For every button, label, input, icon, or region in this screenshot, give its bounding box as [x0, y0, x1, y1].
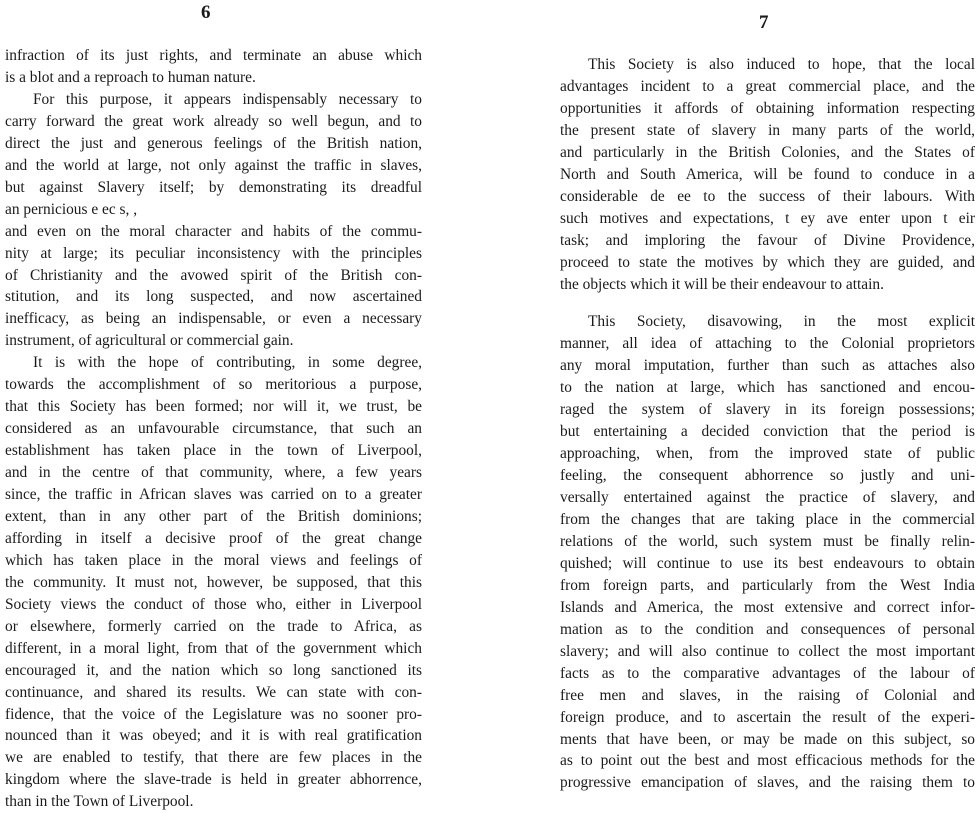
- text-line: establishment has taken place in the town of Liverpool,: [5, 442, 422, 460]
- text-line: carry forward the great work already so well begun, and to: [5, 112, 422, 130]
- text-line: infraction of its just rights, and terminate an abuse which: [5, 47, 422, 64]
- text-line: as to point out the best and most efficacious methods for the: [560, 752, 975, 770]
- text-line: raged the system of slavery in its foreign possessions;: [560, 401, 975, 419]
- text-line: from foreign parts, and particularly from the West India: [560, 576, 975, 594]
- text-line: slavery; and will also continue to collect the most important: [560, 642, 975, 660]
- text-line: than in the Town of Liverpool.: [5, 793, 194, 811]
- text-line: affording in itself a decisive proof of the great change: [5, 529, 422, 547]
- text-line: the objects which it will be their endeavour to attain.: [560, 275, 884, 293]
- text-line: since, the traffic in African slaves was carried on to a greater: [5, 486, 422, 503]
- text-line: to the nation at large, which has sanctioned and encou-: [560, 379, 975, 397]
- text-line: extent, than in any other part of the British dominions;: [5, 507, 422, 525]
- text-line: encouraged it, and the nation which so long sanctioned its: [5, 661, 422, 679]
- text-line: considerable de ee to the success of their labours. With: [560, 187, 975, 205]
- text-line: and in the centre of that community, where, a few years: [5, 464, 422, 482]
- page-number: 6: [201, 2, 211, 23]
- page-number: 7: [759, 12, 769, 33]
- left-page: [0, 0, 440, 811]
- right-page: [535, 0, 980, 800]
- text-line: the present state of slavery in many parts of the world,: [560, 121, 975, 139]
- text-line: considered as an unfavourable circumstance, that such an: [5, 420, 422, 438]
- text-line: nounced than it was obeyed; and it is with real gratification: [5, 727, 422, 745]
- text-line: and particularly in the British Colonies, and the States of: [560, 143, 975, 161]
- text-line: quished; will continue to use its best endeavours to obtain: [560, 554, 975, 572]
- text-line: advantages incident to a great commercial place, and the: [560, 77, 975, 95]
- text-line: relations of the world, such system must be finally relin-: [560, 532, 975, 550]
- text-line: the community. It must not, however, be supposed, that this: [5, 573, 422, 591]
- text-line: but entertaining a decided conviction that the period is: [560, 423, 975, 441]
- text-line: that this Society has been formed; nor will it, we trust, be: [5, 398, 422, 416]
- text-line: any moral imputation, further than such as attaches also: [560, 357, 975, 375]
- text-line: an pernicious e ec s, ,: [5, 200, 138, 218]
- text-line: nity at large; its peculiar inconsistency with the principles: [5, 244, 422, 262]
- text-line: or elsewhere, formerly carried on the trade to Africa, as: [5, 617, 422, 635]
- text-line: towards the accomplishment of so meritorious a purpose,: [5, 376, 422, 394]
- text-line: and even on the moral character and habits of the commu-: [5, 222, 422, 240]
- text-line: progressive emancipation of slaves, and the raising them to: [560, 774, 975, 792]
- text-line: from the changes that are taking place in the commercial: [560, 511, 975, 528]
- text-line: ments that have been, or may be made on this subject, so: [560, 730, 975, 748]
- text-line: North and South America, will be found to conduce in a: [560, 165, 975, 183]
- text-line: proceed to state the motives by which they are guided, and: [560, 253, 975, 271]
- text-line: instrument, of agricultural or commercial gain.: [5, 332, 294, 350]
- text-line: free men and slaves, in the raising of Colonial and: [560, 686, 975, 704]
- text-line: Islands and America, the most extensive and correct infor-: [560, 598, 975, 616]
- text-line: but against Slavery itself; by demonstrating its dreadful: [5, 178, 422, 196]
- text-line: For this purpose, it appears indispensably necessary to: [33, 90, 422, 108]
- text-line: kingdom where the slave-trade is held in greater abhorrence,: [5, 771, 422, 789]
- text-line: It is with the hope of contributing, in some degree,: [33, 354, 422, 372]
- text-line: stitution, and its long suspected, and now ascertained: [5, 288, 422, 306]
- text-line: This Society, disavowing, in the most explicit: [588, 313, 975, 331]
- text-line: This Society is also induced to hope, that the local: [588, 56, 975, 73]
- text-line: and the world at large, not only against the traffic in slaves,: [5, 156, 422, 174]
- text-line: fidence, that the voice of the Legislature was no sooner pro-: [5, 705, 422, 723]
- text-line: such motives and expectations, t ey ave enter upon t eir: [560, 209, 975, 227]
- text-line: facts as to the comparative advantages of the labour of: [560, 664, 975, 682]
- text-line: manner, all idea of attaching to the Colonial proprietors: [560, 335, 975, 353]
- text-line: foreign produce, and to ascertain the result of the experi-: [560, 708, 975, 726]
- text-line: we are enabled to testify, that there are few places in the: [5, 749, 422, 767]
- text-line: which has taken place in the moral views and feelings of: [5, 551, 422, 569]
- text-line: different, in a moral light, from that of the government which: [5, 639, 422, 657]
- text-line: opportunities it affords of obtaining information respecting: [560, 99, 975, 117]
- text-line: inefficacy, as being an indispensable, or even a necessary: [5, 310, 422, 328]
- text-line: versally entertained against the practice of slavery, and: [560, 489, 975, 507]
- text-line: feeling, the consequent abhorrence so justly and uni-: [560, 467, 975, 485]
- text-line: approaching, when, from the improved state of public: [560, 445, 975, 463]
- text-line: Society views the conduct of those who, either in Liverpool: [5, 595, 422, 613]
- text-line: direct the just and generous feelings of the British nation,: [5, 134, 422, 152]
- text-line: continuance, and shared its results. We can state with con-: [5, 683, 422, 701]
- text-line: mation as to the condition and consequences of personal: [560, 620, 975, 638]
- text-line: is a blot and a reproach to human nature.: [5, 68, 256, 86]
- text-line: of Christianity and the avowed spirit of the British con-: [5, 266, 422, 284]
- text-line: task; and imploring the favour of Divine Providence,: [560, 231, 975, 249]
